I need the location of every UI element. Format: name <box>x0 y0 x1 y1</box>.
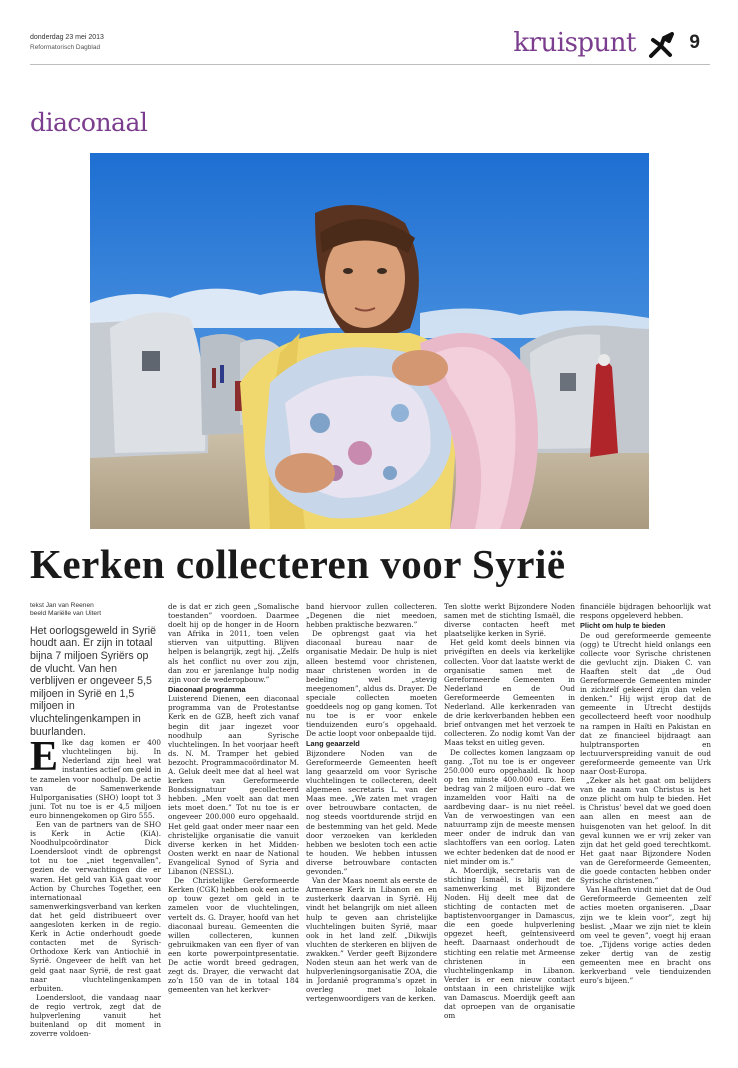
col4-paragraph-3: De collectes komen langzaam op gang. „Tot nu toe is er ongeveer 250.000 euro opgehaald. Ik hoop op ten minste 400.000 euro. Een bedrag van 2 miljoen euro –dat we inzamelden voor Haïti na de aardbeving daar– is nu niet reëel. Van de verwoestingen van een natuurramp zijn de meeste mensen meer onder de indruk dan van slachtoffers van een oorlog. Laten we echter bedenken dat de nood er niet minder om is.” <box>444 747 575 866</box>
col5-paragraph-4: Van Haaften vindt niet dat de Oud Gereformeerde Gemeenten zelf acties moeten organiseren. „Daar zijn we te klein voor”, zegt hij beslist. „Maar we zijn niet te klein om veel te geven”, voegt hij eraan toe. „Tijdens vorige acties deden zeker dertig van de zestig gemeenten mee en bracht ons kerkverband vele tienduizenden euro’s bijeen.” <box>580 885 711 986</box>
col3-paragraph-4: Van der Maas noemt als eerste de Armeense Kerk in Libanon en en zusterkerk daarvan in Syrië. Hij vindt het belangrijk om niet alleen hulp te geven aan christelijke vluchtelingen buiten Syrië, maar ook in het land zelf. „Dikwijls vluchten de sterkeren en blijven de zwakken.” Verder geeft Bijzondere Noden steun aan het werk van de hulpverleningsorganisatie ZOA, die in Jordanië programma’s opzet in overleg met lokale vertegenwoordigers van de kerken. <box>306 876 437 1004</box>
col4-paragraph-2: Het geld komt deels binnen via privégiften en deels via kerkelijke collecten. Voor dat laatste werkt de organisatie samen met de Gereformeerde Gemeenten in Nederland en de Oud Gereformeerde Gemeenten in Nederland. Alle kerkenraden van de drie kerkverbanden hebben een brief ontvangen met het verzoek te collecteren. Zo nodig komt Van der Maas tekst en uitleg geven. <box>444 638 575 748</box>
col3-paragraph-2: De opbrengst gaat via het diaconaal bureau naar de organisatie Medair. De hulp is niet alleen bestemd voor christenen, maar christenen worden in de bedeling wel „stevig meegenomen”, aldus ds. Drayer. De speciale collecten moeten goeddeels nog op gang komen. Tot nu toe is er voor enkele tienduizenden euro’s opgehaald. De actie loopt voor onbepaalde tijd. <box>306 629 437 739</box>
author-credit: tekst Jan van Reenen <box>30 602 94 609</box>
col5-paragraph-2: De oud gereformeerde gemeente (ogg) te Utrecht hield onlangs een collecte voor Syrische christenen die gevlucht zijn. Diaken C. van Haaften stelt dat „de Oud Gereformeerde Gemeenten minder in zichzelf gekeerd zijn dan velen denken.” Hij wijst erop dat de gemeente in Utrecht destijds gecollecteerd heeft voor noodhulp na rampen in Haïti en Pakistan en dat ze financieel bijdraagt aan hulptransporten en lectuurverspreiding vanuit de oud gereformeerde gemeente van Urk naar Oost-Europa. <box>580 630 711 776</box>
refugee-girl-photo <box>90 153 649 529</box>
article-column-3 <box>306 602 437 1003</box>
article-column-1 <box>30 602 161 1038</box>
col4-paragraph-4: A. Moerdijk, secretaris van de stichting Ismaël, is blij met de samenwerking met Bijzondere Noden. Hij deelt mee dat de stichting de contacten met de baptistenvoorganger in Damascus, die een goede hulpverlening opgezet heeft, geïntensiveerd heeft. Daarnaast onderhoudt de stichting een relatie met Armeense christenen in een vluchtelingenkamp in Libanon. Verder is er een nieuw contact ontstaan in een christelijke wijk van Damascus. Moerdijk geeft aan dat oproepen van de organisatie om <box>444 865 575 1021</box>
col2-paragraph-2: Luisterend Dienen, een diaconaal programma van de Protestantse Kerk en de GZB, heeft zich vanaf begin dit jaar ingezet voor noodhulp aan Syrische vluchtelingen. In het voorjaar heeft ds. N. M. Tramper het gebied bezocht. Programmacoördinator M. A. Geluk deelt mee dat al heel wat kerken van Gereformeerde Bondssignatuur gecollecteerd hebben. „Men voelt aan dat men iets moet doen.” Tot nu toe is er ongeveer 200.000 euro opgehaald. Het geld gaat onder meer naar een christelijke organisatie die vanuit diverse kerken in het Midden-Oosten werkt en naar de National Evangelical Synod of Syria and Libanon (NESSL). <box>168 694 299 877</box>
col1-paragraph-1: lke dag komen er 400 vluchtelingen bij. In Nederland zijn heel wat instanties actief om geld in te zamelen voor noodhulp. De actie van de Samenwerkende Hulporganisaties (SHO) loopt tot 3 juni. Tot nu toe is er 4,5 miljoen euro binnengekomen op Giro 555. <box>30 738 161 820</box>
newspaper-name: Reformatorisch Dagblad <box>30 44 101 51</box>
col2-paragraph-1: de is dat er zich geen „Somalische toestanden” voordoen. Daarmee doelt hij op de honger in de Hoorn van Afrika in 2011, toen velen stierven van uitputting. Blijven helpen is belangrijk, zegt hij. „Zelfs als het conflict nu over zou zijn, dan zou er jarenlange hulp nodig zijn voor de wederopbouw.” <box>168 602 299 684</box>
col2-paragraph-3: De Christelijke Gereformeerde Kerken (CGK) hebben ook een actie op touw gezet om geld in te zamelen voor de vluchtelingen, vertelt ds. G. Drayer, hoofd van het diaconaal bureau. Gemeenten die willen collecteren, kunnen gebruikmaken van een flyer of van een korte powerpointpresentatie. De actie wordt breed gedragen, zegt ds. Drayer, die verwacht dat zo’n 150 van de in totaal 184 gemeenten van het kerkver- <box>168 876 299 995</box>
photo-credit: beeld Mariëlle van Uitert <box>30 610 102 618</box>
article-column-2 <box>168 602 299 994</box>
cross-arrow-icon <box>648 32 674 58</box>
intro-text: Het oorlogsgeweld in Syrië houdt aan. Er zijn in totaal bijna 7 miljoen Syriërs op de vlucht. Van hen verblijven er ongeveer 5,5 miljoen in Syrië en 1,5 miljoen in vluchtelingenkampen in buurlanden. <box>30 624 157 738</box>
col3-paragraph-3: Bijzondere Noden van de Gereformeerde Gemeenten heeft lang geaarzeld om voor Syrische vluchtelingen te collecteren, deelt algemeen secretaris L. van der Maas mee. „We zaten met vragen over betrouwbare contacten, de nog steeds voortdurende strijd en de bestemming van het geld. Mede door verzoeken van kerkleden hebben we besloten toch een actie te houden. We hebben intussen diverse betrouwbare contacten gevonden.” <box>306 748 437 877</box>
col3-paragraph-1: band hiervoor zullen collecteren. „Degenen die niet meedoen, hebben praktische bezwaren.” <box>306 602 437 630</box>
subheading-lang-geaarzeld: Lang geaarzeld <box>306 739 360 749</box>
col5-paragraph-1: financiële bijdragen behoorlijk wat respons opgeleverd hebben. <box>580 602 711 621</box>
issue-date: donderdag 23 mei 2013 <box>30 34 104 41</box>
page-header <box>30 30 710 65</box>
subheading-plicht-om-hulp: Plicht om hulp te bieden <box>580 621 666 631</box>
page-number: 9 <box>689 32 700 53</box>
col5-paragraph-3: „Zeker als het gaat om belijders van de naam van Christus is het onze plicht om hulp te bieden. Het is Christus’ bevel dat we goed doen aan allen en meest aan de huisgenoten van het geloof. In dit geval kunnen we er vrij zeker van zijn dat het geld goed terechtkomt. Het gaat naar Bijzondere Noden van de Gereformeerde Gemeenten, die goede contacten hebben onder Syrische christenen.” <box>580 776 711 886</box>
col1-paragraph-3: Loendersloot, die vandaag naar de regio vertrok, zegt dat de hulpverlening vanuit het buitenland op dit moment in zoverre voldoen- <box>30 992 161 1039</box>
article-column-5 <box>580 602 711 985</box>
drop-cap: E <box>30 734 59 781</box>
section-name: kruispunt <box>513 28 636 58</box>
kicker: diaconaal <box>30 108 148 137</box>
headline: Kerken collecteren voor Syrië <box>30 541 566 587</box>
credits <box>30 602 161 619</box>
col1-paragraph-2: Een van de partners van de SHO is Kerk in Actie (KiA). Noodhulpcoördinator Dick Loendersloot vindt de opbrengst tot nu toe „niet tegenvallen”, gezien de verwachtingen die er waren. Het geld van KiA gaat voor Action by Churches Together, een internationaal samenwerkingsverband van kerken dat het geld distribueert over aangesloten kerken in de regio. Kerk in Actie onderhoudt goede contacten met de Syrisch-Orthodoxe Kerk van Antiochië in Syrië. Ongeveer de helft van het geld gaat naar Syrië, de rest gaat naar vluchtelingenkampen erbuiten. <box>30 820 161 993</box>
subheading-diaconaal-programma: Diaconaal programma <box>168 684 246 694</box>
col4-paragraph-1: Ten slotte werkt Bijzondere Noden samen met de stichting Ismaël, die diverse contacten heeft met plaatselijke kerken in Syrië. <box>444 602 575 639</box>
article-column-4 <box>444 602 575 1020</box>
